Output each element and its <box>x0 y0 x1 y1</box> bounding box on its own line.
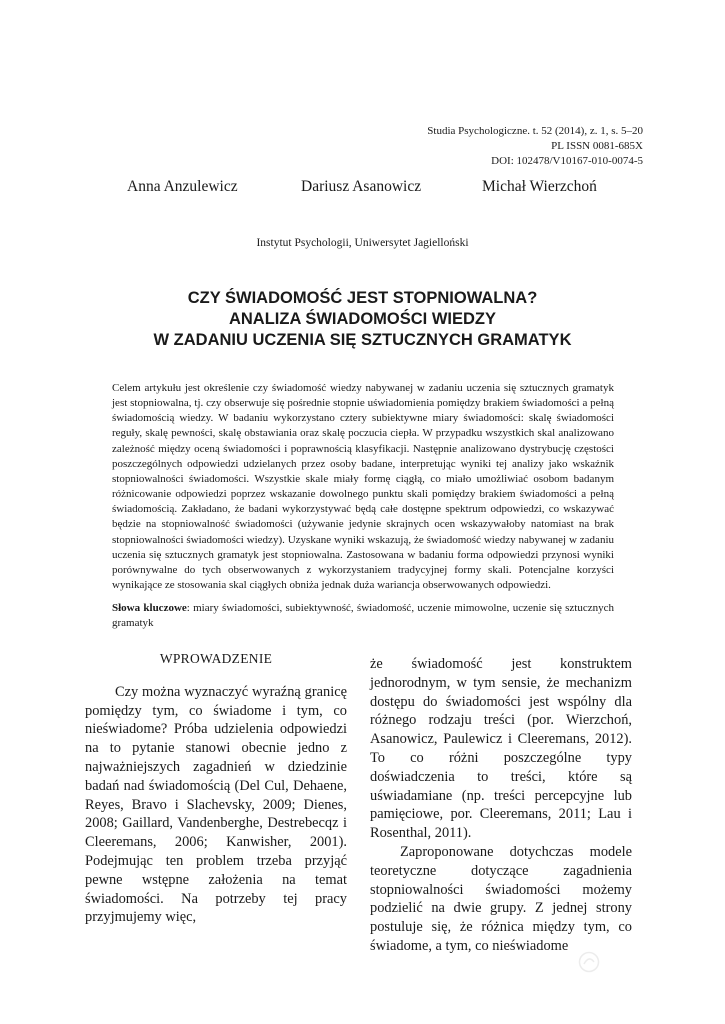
author-name: Michał Wierzchoń <box>482 178 597 195</box>
journal-volume: Studia Psychologiczne. t. 52 (2014), z. 1, s. 5–20 <box>427 125 643 137</box>
article-title <box>0 288 725 351</box>
abstract: Celem artykułu jest określenie czy świadomość wiedzy nabywanej w zadaniu uczenia się sztucznych gramatyk jest stopniowalna, tj. czy obserwuje się pośrednie stopnie uświadomienia pomiędzy brakiem świadomości a pełną świadomością wiedzy. W badaniu wykorzystano cztery subiektywne miary świadomości: skalę świadomości reguły, skalę pewności, skalę obstawiania oraz skalę poczucia ciepła. W przypadku wszystkich skal analizowano zależność między oceną świadomości i poprawnością klasyfikacji. Następnie analizowano dystrybucję częstości poszczególnych odpowiedzi udzielanych przez osoby badane, interpretując wyniki tej analizy jako wskaźnik stopniowalności świadomości. Wszystkie skale miały formę ciągłą, co miało umożliwiać osobom badanym różnicowanie odpowiedzi poprzez wskazanie dowolnego punktu skali pomiędzy brakiem świadomości a pełną świadomością. Zakładano, że badani wykorzystywać będą całe dostępne spektrum odpowiedzi, co wskazywać będzie na stopniowalność świadomości (używanie jedynie skrajnych ocen wskazywałoby natomiast na brak stopniowalności świadomości wiedzy). Uzyskane wyniki wskazują, że świadomość wiedzy nabywanej w zadaniu uczenia się sztucznych gramatyk jest stopniowalna. Zastosowana w badaniu forma odpowiedzi przynosi wyniki porównywalne do tych obserwowanych z wykorzystaniem tradycyjnej formy skali. Potencjalne korzyści wynikające ze stosowania skal ciągłych obniża jednak duża wariancja obserwowanych odpowiedzi. <box>112 382 614 592</box>
keywords-separator: : <box>186 602 194 614</box>
keywords-text: miary świadomości, subiektywność, świadomość, uczenie mimowolne, uczenie się sztucznych gramatyk <box>112 602 615 630</box>
title-line: CZY ŚWIADOMOŚĆ JEST STOPNIOWALNA? <box>187 289 538 307</box>
watermark-icon <box>578 951 600 973</box>
body-paragraph: Czy można wyznaczyć wyraźną granicę pomiędzy tym, co świadome i tym, co nieświadome? Próba udzielenia odpowiedzi na to pytanie stanowi obecnie jedno z najważniejszych zagadnień w dziedzinie badań nad świadomością (Del Cul, Dehaene, Reyes, Bravo i Slachevsky, 2009; Dienes, 2008; Gaillard, Vandenberghe, Destrebecqz i Cleeremans, 2006; Kanwisher, 2001). Podejmując ten problem trzeba przyjąć pewne wstępne założenia na temat świadomości. Na potrzeby tej pracy przyjmujemy więc, <box>85 683 347 926</box>
author-name: Anna Anzulewicz <box>127 178 238 195</box>
author-name: Dariusz Asanowicz <box>301 178 422 195</box>
right-column <box>370 655 632 956</box>
affiliation: Instytut Psychologii, Uniwersytet Jagielloński <box>256 237 469 249</box>
section-heading: WPROWADZENIE <box>159 651 273 666</box>
left-column <box>85 650 347 927</box>
journal-citation <box>427 124 643 169</box>
keywords-label: Słowa kluczowe <box>112 602 187 614</box>
body-paragraph: Zaproponowane dotychczas modele teoretyczne dotyczące zagadnienia stopniowalności świadomości możemy podzielić na dwie grupy. Z jednej strony postuluje się, że różnica między tym, co świadome, a tym, co nieświadome <box>370 843 632 954</box>
title-line: W ZADANIU UCZENIA SIĘ SZTUCZNYCH GRAMATYK <box>153 331 572 349</box>
title-line: ANALIZA ŚWIADOMOŚCI WIEDZY <box>228 310 497 328</box>
keywords <box>112 601 614 631</box>
journal-issn: PL ISSN 0081-685X <box>551 140 643 152</box>
journal-doi: DOI: 102478/V10167-010-0074-5 <box>491 155 643 167</box>
body-paragraph: że świadomość jest konstruktem jednorodnym, w tym sensie, że mechanizm dostępu do świadomości jest wspólny dla różnego rodzaju treści (por. Wierzchoń, Asanowicz, Paulewicz i Cleeremans, 2012). To co różni poszczególne typy doświadczenia to treści, które są uświadamiane (np. treści percepcyjne lub pamięciowe, por. Cleeremans, 2011; Lau i Rosenthal, 2011). <box>370 656 632 842</box>
